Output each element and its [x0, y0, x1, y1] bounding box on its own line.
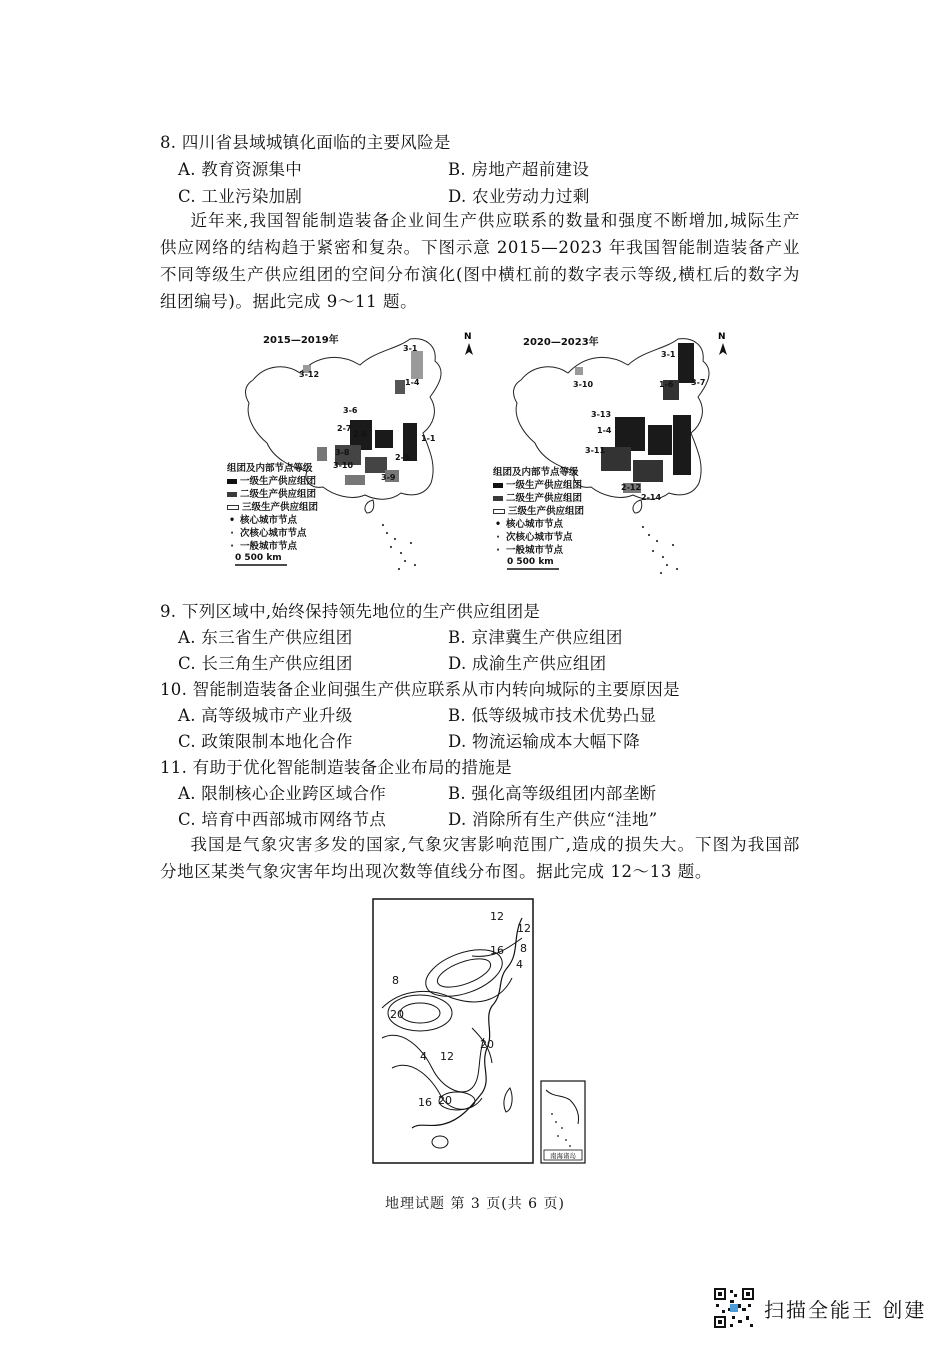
contour-label: 4: [420, 1050, 427, 1063]
contour-label: 20: [480, 1038, 494, 1051]
south-sea-inset: [540, 1080, 586, 1164]
map-right-label: 2-14: [641, 493, 662, 502]
legend-title: 组团及内部节点等级: [493, 467, 579, 478]
map-left-islands: [382, 524, 416, 570]
legend-item: 次核心城市节点: [506, 532, 573, 543]
legend-item: 三级生产供应组团: [508, 506, 585, 517]
qr-code-icon: [712, 1286, 756, 1330]
map-right-label: 3-1: [661, 350, 676, 359]
map-right-label: 3-10: [573, 380, 594, 389]
scanner-brand: [712, 1286, 927, 1330]
legend-item: 一级生产供应组团: [240, 476, 317, 487]
q9-option-a: A. 东三省生产供应组团: [178, 628, 353, 647]
map-left-label: 1-1: [421, 434, 436, 443]
legend-item: 一般城市节点: [506, 545, 564, 556]
map-right-label: 3-7: [691, 378, 706, 387]
north-label: N: [464, 332, 472, 342]
legend-title: 组团及内部节点等级: [227, 463, 313, 474]
map-right-label: 3-11: [585, 446, 606, 455]
map-right-label: 3-13: [591, 410, 612, 419]
q10-option-c: C. 政策限制本地化合作: [178, 732, 353, 751]
contour-label: 16: [490, 944, 504, 957]
contour-map-svg: [372, 898, 534, 1164]
contour-label: 12: [440, 1050, 454, 1063]
brand-text: 扫描全能王 创建: [764, 1298, 927, 1322]
q9-option-c: C. 长三角生产供应组团: [178, 654, 353, 673]
map-right-islands: [642, 526, 678, 574]
q8-option-c: C. 工业污染加剧: [178, 187, 303, 206]
figure-1-maps: [225, 325, 735, 590]
north-arrow-icon: [719, 343, 727, 355]
north-label: N: [718, 332, 726, 342]
map-left-legend: 组团及内部节点等级 一级生产供应组团 二级生产供应组团 三级生产供应组团 • 核心城市节点 ∙ 次核心城市节点 · 一般城市节点: [227, 463, 319, 552]
north-arrow-icon: [465, 343, 473, 355]
inset-label: 南海诸岛: [550, 1152, 576, 1160]
map-left-label: 3-12: [299, 370, 320, 379]
q9-option-b: B. 京津冀生产供应组团: [448, 628, 623, 647]
scanner-logo-icon: [730, 1304, 738, 1312]
map-right-scale: 0 500 km: [507, 557, 554, 567]
map-left-label: 1-4: [405, 378, 420, 387]
legend-item: 三级生产供应组团: [242, 502, 319, 513]
q9-option-d: D. 成渝生产供应组团: [448, 654, 607, 673]
q11-option-d: D. 消除所有生产供应“洼地”: [448, 810, 658, 829]
map-left-label: 3-1: [403, 344, 418, 353]
legend-item: 核心城市节点: [240, 515, 298, 526]
contour-label: 20: [438, 1094, 452, 1107]
legend-item: 二级生产供应组团: [240, 489, 317, 500]
map-left-scale: 0 500 km: [235, 553, 282, 563]
map-left-label: 3-10: [333, 461, 354, 470]
map-left-label: 3-8: [335, 448, 350, 457]
q10-option-d: D. 物流运输成本大幅下降: [448, 732, 641, 751]
hainan-island: [432, 1136, 448, 1148]
passage-1: [160, 207, 800, 315]
map-right-label: 1-6: [659, 380, 674, 389]
legend-item: 次核心城市节点: [240, 528, 307, 539]
q8-option-b: B. 房地产超前建设: [448, 160, 590, 179]
map-left-label: 2-7: [337, 424, 352, 433]
map-right-label: 2-12: [621, 483, 642, 492]
q10-option-a: A. 高等级城市产业升级: [178, 706, 353, 725]
q10-stem: 10. 智能制造装备企业间强生产供应联系从市内转向城际的主要原因是: [160, 680, 680, 699]
contour-label: 12: [517, 922, 531, 935]
figure-2-contour-map: [372, 898, 534, 1164]
contour-label: 8: [520, 942, 527, 955]
contour-label: 4: [516, 958, 523, 971]
q8-stem: 8. 四川省县域城镇化面临的主要风险是: [160, 133, 451, 152]
q8-option-a: A. 教育资源集中: [178, 160, 303, 179]
map-left-clusters: [303, 351, 423, 485]
q10-option-b: B. 低等级城市技术优势凸显: [448, 706, 657, 725]
legend-item: 一级生产供应组团: [506, 480, 583, 491]
passage-2-text: 我国是气象灾害多发的国家,气象灾害影响范围广,造成的损失大。下图为我国部分地区某类气象灾害年均出现次数等值线分布图。据此完成 12～13 题。: [160, 835, 800, 881]
taiwan-island: [504, 1088, 512, 1112]
map-right-legend: 组团及内部节点等级 一级生产供应组团 二级生产供应组团 三级生产供应组团 • 核心城市节点 ∙ 次核心城市节点 · 一般城市节点: [493, 467, 585, 556]
map-left-title: 2015—2019年: [263, 335, 339, 346]
map-right-label: 1-4: [597, 426, 612, 435]
legend-item: 二级生产供应组团: [506, 493, 583, 504]
legend-item: 核心城市节点: [506, 519, 564, 530]
q11-option-c: C. 培育中西部城市网络节点: [178, 810, 387, 829]
map-left-label: 2-5: [395, 453, 410, 462]
q9-stem: 9. 下列区域中,始终保持领先地位的生产供应组团是: [160, 602, 541, 621]
contour-lines: [382, 938, 522, 1110]
inset-svg: [540, 1080, 586, 1164]
contour-label: 12: [490, 910, 504, 923]
contour-labels: [390, 910, 531, 1109]
q11-option-b: B. 强化高等级组团内部垄断: [448, 784, 657, 803]
map-right-title: 2020—2023年: [523, 337, 599, 348]
map-left-label: 3-9: [381, 473, 396, 482]
passage-1-text: 近年来,我国智能制造装备企业间生产供应联系的数量和强度不断增加,城际生产供应网络的结构趋于紧密和复杂。下图示意 2015—2023 年我国智能制造装备产业不同等级生产供应组团的空间分布演化(图中横杠前的数字表示等级,横杠后的数字为组团编号)。据此完成 9～11 题。: [160, 211, 800, 311]
contour-label: 8: [392, 974, 399, 987]
passage-2: [160, 831, 800, 885]
q11-option-a: A. 限制核心企业跨区域合作: [178, 784, 387, 803]
map-left-label: 3-6: [343, 406, 358, 415]
map-left-label: 2-6: [353, 430, 368, 439]
page-footer: 地理试题 第 3 页(共 6 页): [385, 1196, 565, 1212]
q8-option-d: D. 农业劳动力过剩: [448, 187, 590, 206]
q11-stem: 11. 有助于优化智能制造装备企业布局的措施是: [160, 758, 512, 777]
contour-label: 20: [390, 1008, 404, 1021]
legend-item: 一般城市节点: [240, 541, 298, 552]
contour-label: 16: [418, 1096, 432, 1109]
